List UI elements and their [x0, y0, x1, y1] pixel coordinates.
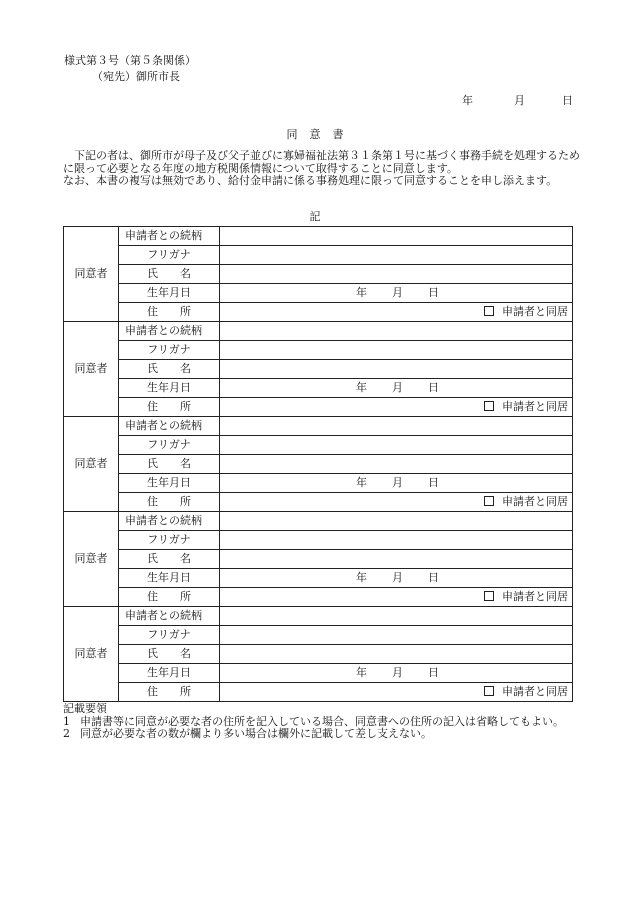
furigana-field[interactable] — [220, 436, 573, 455]
address-label: 住 所 — [119, 493, 220, 512]
birthdate-field[interactable] — [220, 664, 573, 683]
consenter-address-row — [64, 683, 573, 702]
statement-paragraph: 下記の者は、御所市が母子及び父子並びに寡婦福祉法第３１条第１号に基づく事務手続を処理するために限って必要となる年度の地方税関係情報について取得することに同意します。 — [63, 149, 580, 175]
birthdate-field[interactable] — [220, 284, 573, 303]
address-label: 住 所 — [119, 588, 220, 607]
birth-day-unit: 日 — [428, 476, 439, 489]
consenter-address-row — [64, 493, 573, 512]
relation-label: 申請者との続柄 — [119, 322, 220, 341]
name-label: 氏 名 — [119, 645, 220, 664]
name-label: 氏 名 — [119, 455, 220, 474]
cohabit-label: 申請者と同居 — [502, 400, 568, 413]
statement-paragraph: なお、本書の複写は無効であり、給付金申請に係る事務処理に限って同意することを申し添えます。 — [63, 174, 558, 187]
consenter-name-row — [64, 645, 573, 664]
cohabit-checkbox[interactable] — [484, 686, 494, 696]
document-title — [0, 126, 630, 142]
birthdate-label: 生年月日 — [119, 284, 220, 303]
birth-day-unit: 日 — [428, 666, 439, 679]
instructions-heading: 記載要領 — [63, 702, 107, 715]
consenter-address-row — [64, 398, 573, 417]
name-field[interactable] — [220, 550, 573, 569]
consenter-birthdate-row — [64, 284, 573, 303]
birthdate-units — [220, 569, 572, 587]
birthdate-label: 生年月日 — [119, 474, 220, 493]
relation-field[interactable] — [220, 512, 573, 531]
consenter-furigana-row — [64, 531, 573, 550]
title-char: 意 — [309, 128, 321, 141]
birth-day-unit: 日 — [428, 571, 439, 584]
date-day-unit: 日 — [562, 94, 573, 107]
consenter-birthdate-row — [64, 664, 573, 683]
consent-statement — [63, 150, 583, 188]
consenter-group-label: 同意者 — [64, 607, 119, 702]
form-number: 様式第３号（第５条関係） — [64, 54, 196, 67]
cohabit-label: 申請者と同居 — [502, 495, 568, 508]
consenter-group-label: 同意者 — [64, 227, 119, 322]
name-label: 氏 名 — [119, 265, 220, 284]
consenter-relation-row — [64, 607, 573, 626]
birthdate-field[interactable] — [220, 379, 573, 398]
birth-year-unit: 年 — [356, 666, 367, 679]
name-label: 氏 名 — [119, 360, 220, 379]
address-field[interactable] — [220, 493, 573, 512]
consenter-group-label: 同意者 — [64, 322, 119, 417]
name-field[interactable] — [220, 645, 573, 664]
ki-heading: 記 — [309, 210, 321, 223]
address-label: 住 所 — [119, 398, 220, 417]
birthdate-label: 生年月日 — [119, 664, 220, 683]
birth-month-unit: 月 — [392, 286, 403, 299]
birth-month-unit: 月 — [392, 571, 403, 584]
consenter-group-label: 同意者 — [64, 512, 119, 607]
date-year-unit: 年 — [462, 94, 473, 107]
cohabit-checkbox[interactable] — [484, 306, 494, 316]
consenter-group-label: 同意者 — [64, 417, 119, 512]
date-month-unit: 月 — [514, 94, 525, 107]
relation-field[interactable] — [220, 417, 573, 436]
address-label: 住 所 — [119, 303, 220, 322]
relation-label: 申請者との続柄 — [119, 227, 220, 246]
birth-month-unit: 月 — [392, 381, 403, 394]
furigana-label: フリガナ — [119, 246, 220, 265]
instruction-item: 2 同意が必要な者の数が欄より多い場合は欄外に記載して差し支えない。 — [63, 727, 432, 740]
name-label: 氏 名 — [119, 550, 220, 569]
furigana-field[interactable] — [220, 626, 573, 645]
cohabit-label: 申請者と同居 — [502, 590, 568, 603]
consenter-name-row — [64, 360, 573, 379]
instructions — [63, 703, 583, 741]
birthdate-label: 生年月日 — [119, 379, 220, 398]
name-field[interactable] — [220, 360, 573, 379]
consenter-birthdate-row — [64, 474, 573, 493]
addressee: （宛先）御所市長 — [92, 70, 180, 83]
birth-year-unit: 年 — [356, 381, 367, 394]
consenter-relation-row — [64, 417, 573, 436]
birthdate-units — [220, 474, 572, 492]
address-field[interactable] — [220, 683, 573, 702]
consenter-furigana-row — [64, 626, 573, 645]
cohabit-checkbox[interactable] — [484, 591, 494, 601]
birthdate-units — [220, 379, 572, 397]
furigana-label: フリガナ — [119, 531, 220, 550]
title-char: 書 — [332, 128, 344, 141]
consenter-furigana-row — [64, 246, 573, 265]
consenter-furigana-row — [64, 436, 573, 455]
relation-field[interactable] — [220, 227, 573, 246]
birth-day-unit: 日 — [428, 381, 439, 394]
name-field[interactable] — [220, 455, 573, 474]
consenter-address-row — [64, 303, 573, 322]
birthdate-units — [220, 664, 572, 682]
instruction-item: 1 申請書等に同意が必要な者の住所を記入している場合、同意書への住所の記入は省略してもよい。 — [63, 714, 564, 728]
cohabit-checkbox[interactable] — [484, 401, 494, 411]
consenter-name-row — [64, 550, 573, 569]
address-field[interactable] — [220, 303, 573, 322]
consenter-address-row — [64, 588, 573, 607]
relation-field[interactable] — [220, 607, 573, 626]
birth-day-unit: 日 — [428, 286, 439, 299]
furigana-label: フリガナ — [119, 341, 220, 360]
furigana-field[interactable] — [220, 341, 573, 360]
furigana-field[interactable] — [220, 531, 573, 550]
consenter-relation-row — [64, 512, 573, 531]
consenter-furigana-row — [64, 341, 573, 360]
consenter-name-row — [64, 265, 573, 284]
birthdate-label: 生年月日 — [119, 569, 220, 588]
cohabit-label: 申請者と同居 — [502, 305, 568, 318]
birthdate-field[interactable] — [220, 569, 573, 588]
relation-label: 申請者との続柄 — [119, 512, 220, 531]
cohabit-checkbox[interactable] — [484, 496, 494, 506]
relation-field[interactable] — [220, 322, 573, 341]
consenter-birthdate-row — [64, 379, 573, 398]
birth-year-unit: 年 — [356, 476, 367, 489]
consent-table — [63, 226, 573, 702]
address-field[interactable] — [220, 398, 573, 417]
birth-month-unit: 月 — [392, 666, 403, 679]
consenter-relation-row — [64, 322, 573, 341]
title-char: 同 — [286, 128, 298, 141]
birthdate-units — [220, 284, 572, 302]
birth-year-unit: 年 — [356, 286, 367, 299]
birthdate-field[interactable] — [220, 474, 573, 493]
consenter-name-row — [64, 455, 573, 474]
consenter-relation-row — [64, 227, 573, 246]
birth-month-unit: 月 — [392, 476, 403, 489]
furigana-field[interactable] — [220, 246, 573, 265]
relation-label: 申請者との続柄 — [119, 607, 220, 626]
furigana-label: フリガナ — [119, 436, 220, 455]
address-field[interactable] — [220, 588, 573, 607]
furigana-label: フリガナ — [119, 626, 220, 645]
relation-label: 申請者との続柄 — [119, 417, 220, 436]
cohabit-label: 申請者と同居 — [502, 685, 568, 698]
name-field[interactable] — [220, 265, 573, 284]
birth-year-unit: 年 — [356, 571, 367, 584]
consenter-birthdate-row — [64, 569, 573, 588]
address-label: 住 所 — [119, 683, 220, 702]
